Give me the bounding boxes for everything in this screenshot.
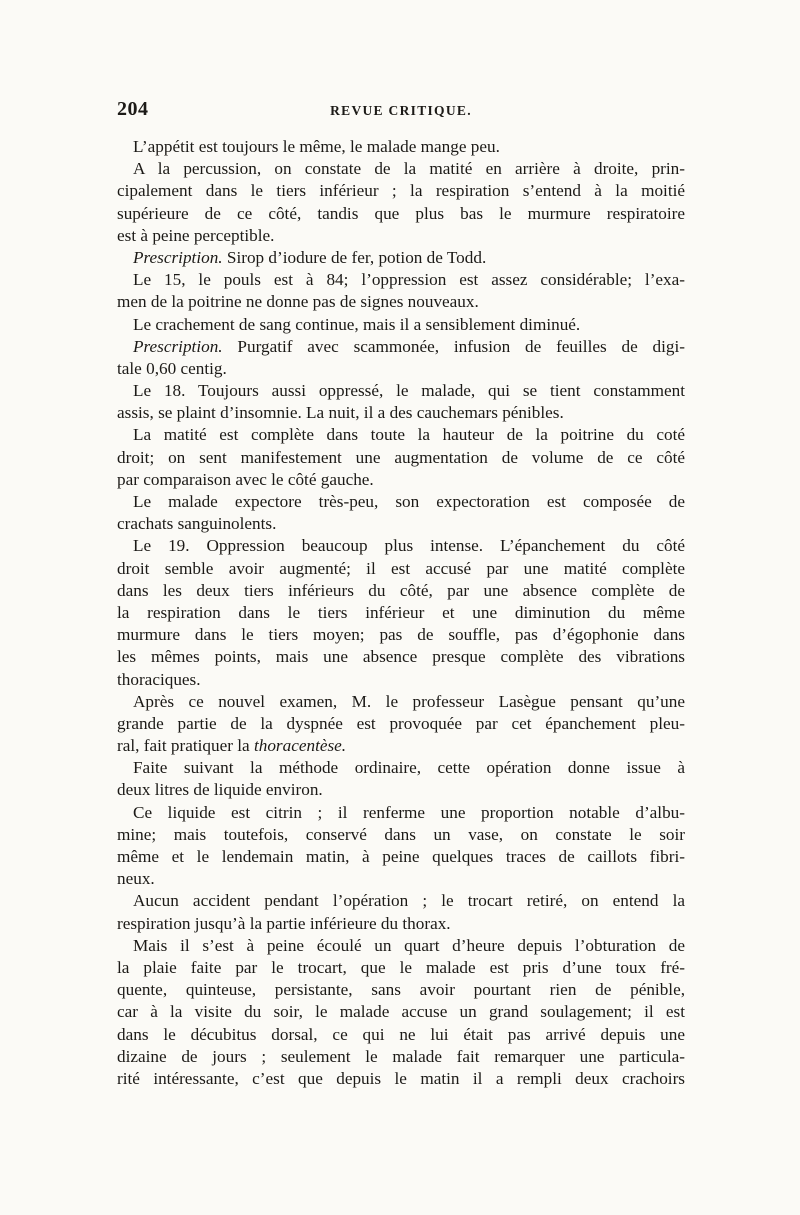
- text-segment: grande partie de la dyspnée est provoquée par cet épanchement pleu-: [117, 713, 685, 733]
- text-segment: assis, se plaint d’insomnie. La nuit, il a des cauchemars pénibles.: [117, 403, 564, 423]
- text-line: [117, 558, 685, 580]
- text-segment: Aucun accident pendant l’opération ; le trocart retiré, on entend la: [133, 891, 685, 911]
- text-segment: rité intéressante, c’est que depuis le matin il a rempli deux crachoirs: [117, 1068, 685, 1088]
- text-segment: dans les deux tiers inférieurs du côté, par une absence complète de: [117, 580, 685, 600]
- text-line: [117, 491, 685, 513]
- text-segment: Sirop d’iodure de fer, potion de Todd.: [222, 247, 487, 267]
- text-line: [117, 247, 685, 269]
- text-line: [117, 1001, 685, 1023]
- text-line: [117, 957, 685, 979]
- text-segment: Faite suivant la méthode ordinaire, cette opération donne issue à: [133, 758, 685, 778]
- text-line: [117, 646, 685, 668]
- running-title: REVUE CRITIQUE.: [330, 103, 472, 118]
- text-segment: Le 15, le pouls est à 84; l’oppression est assez considérable; l’exa-: [133, 270, 685, 290]
- text-line: [117, 447, 685, 469]
- text-segment: respiration jusqu’à la partie inférieure du thorax.: [117, 913, 451, 933]
- text-line: [117, 602, 685, 624]
- italic-text: thoracentèse.: [253, 736, 347, 756]
- text-segment: crachats sanguinolents.: [117, 514, 277, 534]
- text-segment: dans le décubitus dorsal, ce qui ne lui était pas arrivé depuis une: [117, 1024, 685, 1044]
- italic-text: Prescription.: [133, 247, 223, 267]
- text-line: [117, 868, 685, 890]
- text-line: [117, 380, 685, 402]
- text-line: [117, 336, 685, 358]
- text-segment: même et le lendemain matin, à peine quelques traces de caillots fibri-: [117, 847, 685, 866]
- text-segment: supérieure de ce côté, tandis que plus bas le murmure respiratoire: [117, 203, 685, 223]
- text-segment: men de la poitrine ne donne pas de signes nouveaux.: [117, 292, 479, 312]
- text-segment: L’appétit est toujours le même, le malade mange peu.: [133, 137, 500, 156]
- text-line: [117, 935, 685, 957]
- text-segment: Le 19. Oppression beaucoup plus intense. L’épanchement du côté: [133, 536, 685, 556]
- italic-text: Prescription.: [133, 336, 223, 356]
- text-line: [117, 713, 685, 735]
- page-number: 204: [117, 98, 149, 120]
- text-line: [117, 535, 685, 557]
- text-line: [117, 424, 685, 446]
- text-line: [117, 691, 685, 713]
- text-segment: A la percussion, on constate de la matité en arrière à droite, prin-: [133, 159, 685, 179]
- text-segment: Après ce nouvel examen, M. le professeur Lasègue pensant qu’une: [133, 691, 685, 711]
- text-segment: murmure dans le tiers moyen; pas de souffle, pas d’égophonie dans: [117, 625, 685, 645]
- body-text: [117, 136, 685, 1090]
- text-line: [117, 802, 685, 824]
- text-line: [117, 402, 685, 424]
- text-segment: Mais il s’est à peine écoulé un quart d’heure depuis l’obturation de: [133, 935, 685, 955]
- text-segment: cipalement dans le tiers inférieur ; la respiration s’entend à la moitié: [117, 181, 685, 201]
- text-segment: car à la visite du soir, le malade accuse un grand soulagement; il est: [117, 1002, 685, 1022]
- text-segment: est à peine perceptible.: [117, 225, 275, 245]
- text-segment: Le 18. Toujours aussi oppressé, le malade, qui se tient constamment: [133, 381, 685, 401]
- text-segment: dizaine de jours ; seulement le malade fait remarquer une particula-: [117, 1046, 685, 1066]
- text-line: [117, 136, 685, 158]
- text-segment: Le malade expectore très-peu, son expectoration est composée de: [133, 492, 685, 511]
- text-line: [117, 824, 685, 846]
- text-segment: Purgatif avec scammonée, infusion de feuilles de digi-: [222, 336, 685, 356]
- text-line: [117, 513, 685, 535]
- text-line: [117, 314, 685, 336]
- text-line: [117, 158, 685, 180]
- text-segment: quente, quinteuse, persistante, sans avoir pourtant rien de pénible,: [117, 980, 685, 1000]
- text-line: [117, 203, 685, 225]
- text-line: [117, 269, 685, 291]
- text-segment: droit semble avoir augmenté; il est accusé par une matité complète: [117, 558, 685, 578]
- text-line: [117, 913, 685, 935]
- text-segment: la respiration dans le tiers inférieur et une diminution du même: [117, 602, 685, 622]
- text-line: [117, 1046, 685, 1068]
- text-segment: les mêmes points, mais une absence presque complète des vibrations: [117, 647, 685, 667]
- text-line: [117, 291, 685, 313]
- text-line: [117, 890, 685, 912]
- text-segment: tale 0,60 centig.: [117, 358, 227, 378]
- text-line: [117, 624, 685, 646]
- text-line: [117, 735, 685, 757]
- text-line: [117, 358, 685, 380]
- text-line: [117, 580, 685, 602]
- text-line: [117, 979, 685, 1001]
- text-segment: thoraciques.: [117, 669, 201, 689]
- text-segment: Ce liquide est citrin ; il renferme une proportion notable d’albu-: [133, 802, 685, 822]
- text-segment: neux.: [117, 869, 155, 889]
- text-segment: La matité est complète dans toute la hauteur de la poitrine du coté: [133, 425, 685, 445]
- text-line: [117, 757, 685, 779]
- text-line: [117, 225, 685, 247]
- text-segment: mine; mais toutefois, conservé dans un vase, on constate le soir: [117, 824, 685, 844]
- text-line: [117, 779, 685, 801]
- text-line: [117, 180, 685, 202]
- text-line: [117, 669, 685, 691]
- text-segment: la plaie faite par le trocart, que le malade est pris d’une toux fré-: [117, 957, 685, 977]
- text-segment: Le crachement de sang continue, mais il a sensiblement diminué.: [133, 314, 581, 334]
- text-line: [117, 1068, 685, 1090]
- text-segment: par comparaison avec le côté gauche.: [117, 469, 374, 489]
- text-line: [117, 846, 685, 868]
- text-line: [117, 469, 685, 491]
- page-header: [117, 98, 685, 128]
- text-segment: droit; on sent manifestement une augmentation de volume de ce côté: [117, 447, 685, 467]
- text-segment: deux litres de liquide environ.: [117, 780, 323, 800]
- text-line: [117, 1024, 685, 1046]
- text-segment: ral, fait pratiquer la: [117, 736, 254, 756]
